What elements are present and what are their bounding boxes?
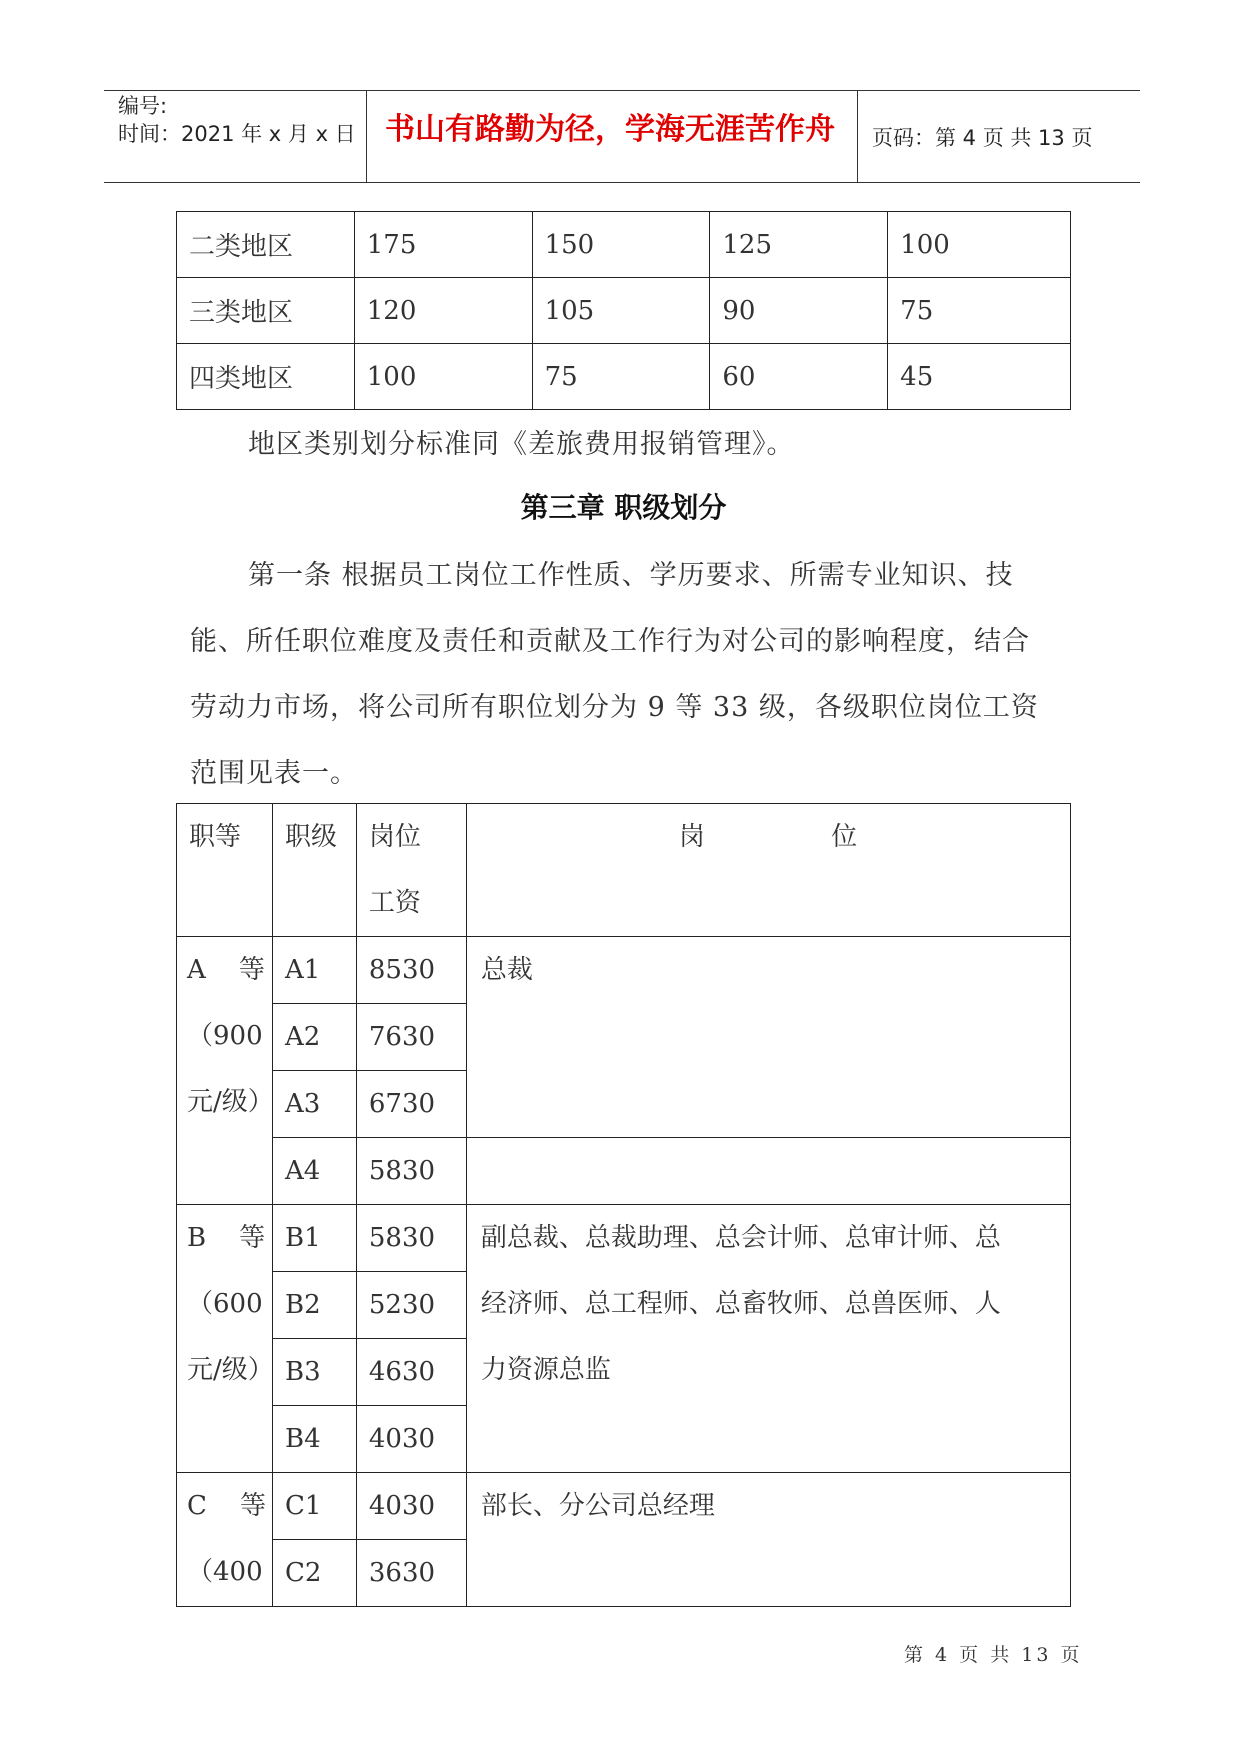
position-cell: [466, 1138, 1070, 1205]
grade-line: C 等: [187, 1491, 266, 1521]
article-paragraph: [190, 543, 1070, 807]
table-row: [177, 212, 1071, 278]
wage-cell: 3630: [356, 1540, 466, 1607]
position-line: 经济师、总工程师、总畜牧师、总兽医师、人: [480, 1289, 1001, 1319]
region-value: 150: [532, 212, 710, 278]
grade-table: [176, 803, 1071, 1607]
region-value: 90: [710, 278, 888, 344]
region-value: 45: [888, 344, 1071, 410]
time-label: 时间：2021 年 x 月 x 日: [118, 122, 356, 146]
region-value: 100: [354, 344, 532, 410]
region-subsidy-table: [176, 211, 1071, 410]
wage-cell: 5230: [356, 1272, 466, 1339]
paragraph-line: 能、所任职位难度及责任和贡献及工作行为对公司的影响程度，结合: [190, 626, 1030, 657]
header-wage: [356, 804, 466, 937]
header-divider-left: [366, 90, 367, 183]
region-value: 120: [354, 278, 532, 344]
header-level: 职级: [272, 804, 356, 937]
wage-cell: 7630: [356, 1004, 466, 1071]
header-meta: [118, 92, 356, 148]
region-value: 75: [532, 344, 710, 410]
level-cell: B1: [272, 1205, 356, 1272]
grade-line: 元/级）: [187, 1087, 274, 1117]
position-cell: 总裁: [466, 937, 1070, 1138]
page-footer: 第 4 页 共 13 页: [904, 1644, 1083, 1666]
level-cell: A4: [272, 1138, 356, 1205]
paragraph-line: 第一条 根据员工岗位工作性质、学历要求、所需专业知识、技: [248, 560, 1014, 591]
region-name: 二类地区: [177, 212, 355, 278]
wage-cell: 6730: [356, 1071, 466, 1138]
header-top-rule: [104, 90, 1140, 91]
chapter-title: 第三章 职级划分: [520, 491, 727, 524]
header-page-label: 页码：第 4 页 共 13 页: [872, 126, 1093, 150]
region-name: 三类地区: [177, 278, 355, 344]
region-value: 125: [710, 212, 888, 278]
grade-line: （600: [187, 1289, 263, 1319]
level-cell: B4: [272, 1406, 356, 1473]
wage-cell: 4030: [356, 1406, 466, 1473]
grade-cell-a: [177, 937, 273, 1205]
table-row: [177, 344, 1071, 410]
wage-cell: 5830: [356, 1138, 466, 1205]
position-line: 副总裁、总裁助理、总会计师、总审计师、总: [480, 1223, 1001, 1253]
grade-line: （900: [187, 1021, 263, 1051]
region-note: 地区类别划分标准同《差旅费用报销管理》。: [248, 429, 795, 460]
wage-cell: 5830: [356, 1205, 466, 1272]
paragraph-line: 范围见表一。: [190, 758, 358, 789]
level-cell: A1: [272, 937, 356, 1004]
position-cell: 部长、分公司总经理: [466, 1473, 1070, 1607]
wage-cell: 8530: [356, 937, 466, 1004]
header-position: [466, 804, 1070, 937]
position-cell: [466, 1205, 1070, 1473]
grade-line: B 等: [187, 1223, 266, 1253]
header-position-char: 位: [831, 822, 858, 852]
region-name: 四类地区: [177, 344, 355, 410]
header-grade: 职等: [177, 804, 273, 937]
level-cell: A2: [272, 1004, 356, 1071]
number-label: 编号:: [118, 94, 168, 118]
paragraph-line: 劳动力市场，将公司所有职位划分为 9 等 33 级，各级职位岗位工资: [190, 692, 1039, 723]
table-row: [177, 1205, 1071, 1272]
table-row: [177, 1473, 1071, 1540]
region-value: 175: [354, 212, 532, 278]
level-cell: C2: [272, 1540, 356, 1607]
table-row: [177, 278, 1071, 344]
header-wage-line: 岗位: [368, 822, 421, 852]
grade-cell-b: [177, 1205, 273, 1473]
level-cell: B2: [272, 1272, 356, 1339]
grade-cell-c: [177, 1473, 273, 1607]
grade-line: A 等: [187, 955, 265, 985]
region-value: 105: [532, 278, 710, 344]
header-wage-line: 工资: [368, 888, 421, 918]
grade-line: （400: [187, 1557, 263, 1587]
wage-cell: 4630: [356, 1339, 466, 1406]
wage-cell: 4030: [356, 1473, 466, 1540]
table-header-row: [177, 804, 1071, 937]
table-row: [177, 937, 1071, 1004]
header-divider-right: [857, 90, 858, 183]
header-position-char: 岗: [678, 822, 705, 852]
region-value: 100: [888, 212, 1071, 278]
header-bottom-rule: [104, 182, 1140, 183]
position-line: 力资源总监: [480, 1355, 611, 1385]
region-value: 60: [710, 344, 888, 410]
region-value: 75: [888, 278, 1071, 344]
header-motto: 书山有路勤为径，学海无涯苦作舟: [385, 112, 835, 147]
level-cell: C1: [272, 1473, 356, 1540]
table-row: [177, 1138, 1071, 1205]
level-cell: A3: [272, 1071, 356, 1138]
grade-line: 元/级）: [187, 1355, 274, 1385]
level-cell: B3: [272, 1339, 356, 1406]
